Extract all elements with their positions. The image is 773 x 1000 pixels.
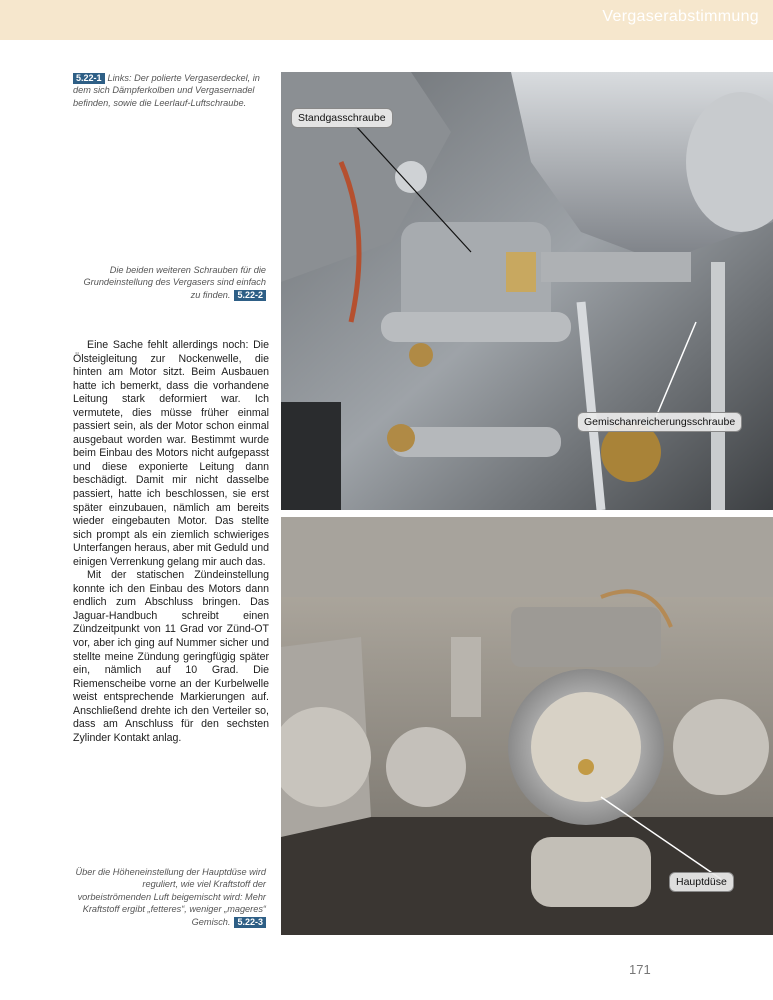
- body-text: [73, 339, 269, 745]
- body-paragraph-1: Eine Sache fehlt allerdings noch: Die Ölsteigleitung zur Nockenwelle, die hinten am Motor sitzt. Beim Ausbauen hatte ich bemerkt, dass die vorhandene Leitung stark deformiert war. Ich vermutete, dies müsse früher einmal passiert sein, als der Motor schon einmal ausgebaut worden war. Bestimmt wurde beim Einbau des Motors nicht aufgepasst und diese exponierte Leitung dann beschädigt. Damit mir nicht dasselbe passiert, hatte ich beschlossen, sie erst später einzubauen, nämlich am bereits wieder eingebauten Motor. Das stellte sich prompt als ein ziemlich schwieriges Unterfangen heraus, aber mit Geduld und einigen Verrenkung gelang mir auch das.: [73, 339, 269, 568]
- photo-carburetor-bottom: [281, 517, 773, 935]
- label-hauptduese: Hauptdüse: [669, 872, 734, 892]
- caption-text: Über die Höheneinstellung der Hauptdüse wird reguliert, wie viel Kraftstoff der vorbeiströmenden Luft beigemischt wird: Mehr Kraftstoff ergibt „fetteres“, weniger „mageres“ Gemisch.: [75, 867, 266, 927]
- caption-5-22-3: [70, 866, 266, 928]
- label-standgasschraube: Standgasschraube: [291, 108, 393, 128]
- caption-text: Links: Der polierte Vergaserdeckel, in dem sich Dämpferkolben und Vergasernadel befinden, sowie die Leerlauf-Luftschraube.: [73, 73, 260, 108]
- label-gemischanreicherungsschraube: Gemischanreicherungsschraube: [577, 412, 742, 432]
- body-paragraph-2: Mit der statischen Zündeinstellung konnte ich den Einbau des Motors dann endlich zum Abschluss bringen. Das Jaguar-Handbuch schreibt einen Zündzeitpunkt von 11 Grad vor Zünd-OT vor, aber ich ging auf Nummer sicher und stellte meine Zündung geringfügig später ein, nämlich auf 10 Grad. Die Riemenscheibe vorne an der Kurbelwelle weist entsprechende Markierungen auf. Anschließend drehte ich den Verteiler so, dass am Anschluss für den sechsten Zylinder Kontakt anlag.: [73, 569, 269, 744]
- caption-5-22-1: [73, 72, 263, 109]
- photo-carburetor-top: [281, 72, 773, 510]
- caption-text: Die beiden weiteren Schrauben für die Grundeinstellung des Vergasers sind einfach zu finden.: [83, 265, 266, 300]
- caption-number-badge: 5.22-2: [234, 290, 266, 301]
- caption-number-badge: 5.22-3: [234, 917, 266, 928]
- header-bar: [0, 0, 773, 40]
- chapter-title: Vergaserabstimmung: [602, 8, 759, 25]
- page-number: 171: [629, 962, 651, 977]
- caption-number-badge: 5.22-1: [73, 73, 105, 84]
- caption-5-22-2: [78, 264, 266, 301]
- carburetor-top-illustration: [281, 72, 773, 510]
